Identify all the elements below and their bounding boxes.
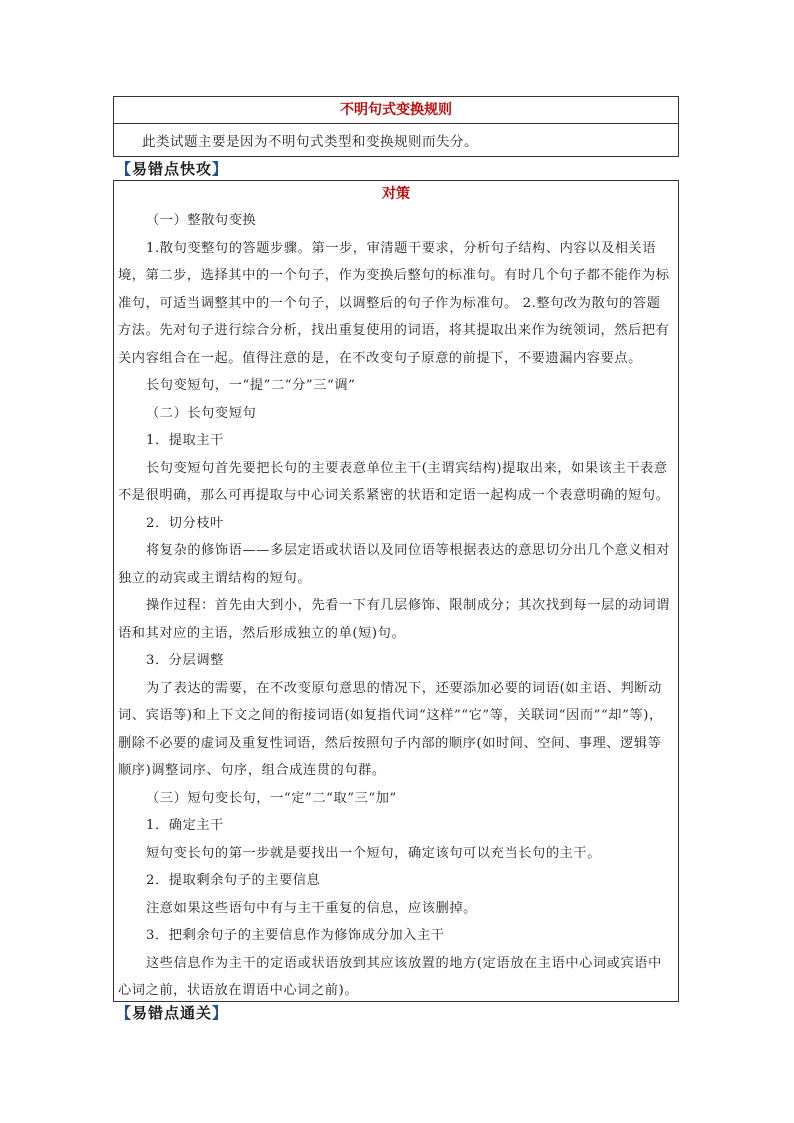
strategy-title: 对策: [382, 186, 410, 202]
paragraph: 注意如果这些语句中有与主干重复的信息，应该删掉。: [146, 900, 477, 916]
paragraph: 短句变长句的第一步就是要找出一个短句，确定该句可以充当长句的主干。: [146, 845, 601, 861]
bracket-open: 【: [116, 160, 133, 178]
heading-label: 易错点快攻: [132, 160, 213, 178]
paragraph: （二）长句变短句: [146, 405, 257, 421]
paragraph: 2．提取剩余句子的主要信息: [146, 873, 321, 888]
paragraph: 操作过程：首先由大到小，先看一下有几层修饰、限制成分；其次找到每一层的动词谓语和其对应的主语，然后形成独立的单(短)句。: [118, 598, 670, 641]
paragraph: 将复杂的修饰语——多层定语或状语以及同位语等根据表达的意思切分出几个意义相对独立的动宾或主谓结构的短句。: [118, 543, 670, 586]
paragraph: 3．把剩余句子的主要信息作为修饰成分加入主干: [146, 928, 445, 943]
paragraph: 这些信息作为主干的定语或状语放到其应该放置的地方(定语放在主语中心词或宾语中心词之前，状语放在谓语中心词之前)。: [118, 955, 662, 998]
strategy-box: [113, 180, 679, 1002]
bracket-close: 】: [212, 1004, 229, 1022]
section-heading-quick-attack: [116, 158, 228, 179]
rule-box-title: 不明句式变换规则: [114, 97, 678, 124]
paragraph: 1.散句变整句的答题步骤。第一步，审清题干要求，分析句子结构、内容以及相关语境，第二步，选择其中的一个句子，作为变换后整句的标准句。有时几个句子都不能作为标准句，可适当调整其中的一个句子，以调整后的句子作为标准句。 2.整句改为散句的答题方法。先对句子进行综合分析，找出重复使用的词语，将其提取出来作为统领词，然后把有关内容组合在一起。值得注意的是，在不改变句子原意的前提下，不要遗漏内容要点。: [118, 240, 670, 366]
rule-box: [113, 96, 679, 157]
strategy-content: [114, 207, 678, 1005]
paragraph: 长句变短句首先要把长句的主要表意单位主干(主谓宾结构)提取出来，如果该主干表意不是很明确，那么可再提取与中心词关系紧密的状语和定语一起构成一个表意明确的短句。: [118, 460, 670, 503]
section-heading-pass: [116, 1002, 228, 1023]
paragraph: 1．提取主干: [146, 433, 224, 448]
heading-label: 易错点通关: [132, 1004, 213, 1022]
bracket-open: 【: [116, 1004, 133, 1022]
paragraph: 3．分层调整: [146, 653, 224, 668]
paragraph: 为了表达的需要，在不改变原句意思的情况下，还要添加必要的词语(如主语、判断动词、宾语等)和上下文之间的衔接词语(如复指代词“这样”“它”等，关联词“因而”“却”等)，删除不必要的虚词及重复性词语，然后按照句子内部的顺序(如时间、空间、事理、逻辑等顺序)调整词序、句序，组合成连贯的句群。: [118, 680, 663, 778]
paragraph: 1．确定主干: [146, 818, 224, 833]
paragraph: （三）短句变长句，一“定”二“取”三“加”: [146, 790, 397, 806]
paragraph: （一）整散句变换: [146, 213, 257, 228]
rule-box-text: 此类试题主要是因为不明句式类型和变换规则而失分。: [142, 134, 478, 150]
paragraph: 2．切分枝叶: [146, 515, 224, 531]
paragraph: 长句变短句，一“提”二“分”三“调”: [146, 378, 356, 393]
bracket-close: 】: [212, 160, 229, 178]
